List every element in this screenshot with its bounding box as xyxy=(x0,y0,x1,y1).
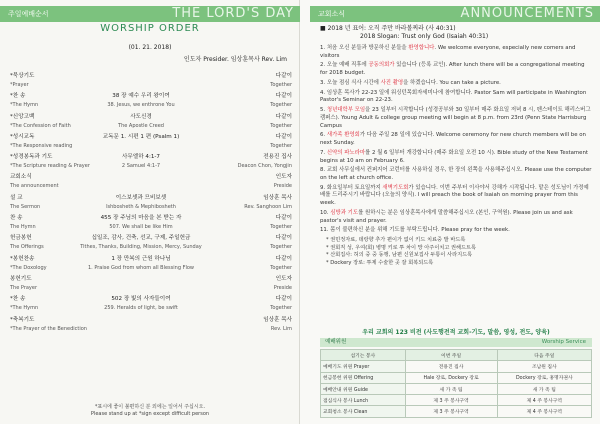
order-item-label-en: *The Prayer of the Benediction xyxy=(10,325,87,332)
order-item-label: *찬 송 xyxy=(10,296,26,303)
service-table-row xyxy=(321,372,592,383)
announcement-text: 있습니다 (등록 교인). After lunch there will be a congregational meeting for 2018 budget. xyxy=(320,62,585,77)
order-item-en xyxy=(10,243,292,252)
prayer-request: * 산회집사: 허의 중 중 동행, 남편 신원보집사 두통이 사라지드록 xyxy=(326,252,473,259)
order-item-content: 십일조, 감사, 건축, 선교, 구제, 주일헌금 xyxy=(91,235,191,242)
announcement-text: 를 원하시는 분은 임상훈목사에게 말씀해주십시오 (본인, 구역원). Please join us and ask pastor's visit and prayer. xyxy=(320,209,573,224)
order-item xyxy=(10,92,292,112)
order-item-label: 헌금봉헌 xyxy=(10,235,32,242)
announcement-number: 11. xyxy=(320,227,331,234)
order-item xyxy=(10,255,292,275)
order-item-content-en: The Apostle Creed xyxy=(118,122,164,129)
order-item-ko xyxy=(10,133,292,142)
order-item-leader-en: Rev. Sanghoon Lim xyxy=(244,203,292,210)
order-item-leader: 다같이 xyxy=(275,113,292,120)
order-item xyxy=(10,113,292,133)
left-banner xyxy=(0,6,300,22)
order-item-label-en: *The Responsive reading xyxy=(10,142,73,149)
order-item-ko xyxy=(10,316,292,325)
announcement-text: 를 2 월 6 일부터 개강합니다 (매주 화요일 오전 10 시). Bible study of the New Testament begins at 10 am on February 6. xyxy=(320,149,589,164)
order-item-label: 설 교 xyxy=(10,194,23,201)
order-item-leader: 다같이 xyxy=(275,133,292,140)
order-item-label: *성시교독 xyxy=(10,133,35,140)
service-table-row xyxy=(321,406,592,417)
order-item-leader: 다같이 xyxy=(275,215,292,222)
order-item-leader-en: Preside xyxy=(273,183,292,190)
announcement-item xyxy=(320,45,592,60)
announcement-highlight: 신약의 파노라마 xyxy=(326,149,366,156)
announcement-number: 4. xyxy=(320,89,327,96)
order-item-leader: 임상훈 목사 xyxy=(263,316,292,323)
order-item-label-en: *The Scripture reading & Prayer xyxy=(10,163,90,170)
order-item-ko xyxy=(10,295,292,304)
order-item-label-en: *The Hymn xyxy=(10,102,39,109)
service-table-header xyxy=(321,350,592,361)
announcement-item xyxy=(320,167,592,182)
right-banner-title: ANNOUNCEMENTS xyxy=(460,6,594,21)
order-item-leader-en: Preside xyxy=(273,284,292,291)
right-banner-label: 교회소식 xyxy=(318,10,346,18)
order-item xyxy=(10,234,292,254)
order-item xyxy=(10,173,292,193)
announcement-text: 교회 사무실에서 컨퍼지어 코런터를 사용하실 경우, 한 장의 왼쪽을 사용해주십시오. Please use the computer on the left at church office. xyxy=(320,167,592,181)
announcement-item xyxy=(320,132,592,147)
announcement-number: 2. xyxy=(320,62,327,69)
order-item-label-en: The Hymn xyxy=(10,224,36,231)
announcement-text: 화요일부터 토요일까지 xyxy=(326,184,383,191)
order-item-content-en: 507. We shall be like Him xyxy=(109,224,173,231)
announcement-text: 을 23 일부터 시작합니다 (성경공부와 30 일부터 매주 화요일 저녁 8 시, 펜스테이트 해리스버그 캠퍼스). Young Adult & college group meeting will begin at 8 p.m. from 23rd (Penn State Harrisburg Campus xyxy=(320,107,591,129)
order-item-leader-en: Together xyxy=(270,305,292,312)
order-item xyxy=(10,194,292,214)
order-item-label: *묵상기도 xyxy=(10,73,35,79)
order-item-leader-en: Together xyxy=(270,82,292,88)
order-item-en xyxy=(10,122,292,131)
service-title-en: Worship Service xyxy=(541,339,586,345)
next-week-cell: 새 가 족 팀 xyxy=(497,383,591,394)
announcement-highlight: 심방과 기도 xyxy=(330,209,359,216)
announcement-text: 임상훈 목사가 22-23 일에 워싱턴목회자세미나에 참여합니다. Pastor Sam will participate in Washington Pastor's Seminar on 22-23. xyxy=(320,89,587,104)
announcement-text: 가 있습니다. 이번 주부터 이사야서 강해가 시작됩니다. 맡은 성도님이 가정예배를 드리주시기 바랍니다 (오늘의 양식). I will preach the book of Isaiah on morning prayer from this week. xyxy=(320,184,589,207)
announcement-number: 3. xyxy=(320,79,327,86)
worship-order-title: WORSHIP ORDER xyxy=(100,23,200,34)
service-role: 예배안내 위원 Guide xyxy=(321,383,406,394)
order-item-label-en: *Prayer xyxy=(10,82,29,88)
order-item-content: 502 장 빛의 사자들이여 xyxy=(111,296,171,303)
order-item-leader-en: Together xyxy=(270,122,292,129)
slogan-ko: ■ 2018 년 표어: 오직 주만 바라볼찌라 (사 40:31) xyxy=(320,25,456,32)
order-item-leader: 인도자 xyxy=(275,174,292,181)
vision-statement: 우리 교회의 123 비전 (사도행전적 교회-기도, 말씀, 영성, 전도, 양육) xyxy=(362,329,550,336)
announcement-item xyxy=(320,90,592,105)
order-item-ko xyxy=(10,113,292,122)
order-item-label: *봉헌찬송 xyxy=(10,255,35,262)
announcement-highlight: 사진 촬영 xyxy=(380,79,404,86)
announcement-number: 6. xyxy=(320,132,327,139)
announcement-text: . We welcome everyone, especially new comers and visitors xyxy=(320,45,576,59)
announcement-highlight: 공동의회가 xyxy=(368,62,395,69)
order-item-en xyxy=(10,101,292,110)
order-item-content-en: Ishbosheth & Mephibosheth xyxy=(106,203,176,210)
service-committee-bar xyxy=(320,338,592,347)
this-week-cell: 제 3 주 봉사구역 xyxy=(405,406,497,417)
announcement-item xyxy=(320,80,592,88)
footnote-ko: *표시에 좋이 불편하신 분 외에는 일어서 주십시오. xyxy=(94,404,206,410)
this-week-cell: 새 가 족 팀 xyxy=(405,383,497,394)
order-item-content: 이스보셋과 므비보셋 xyxy=(115,194,167,201)
this-week-cell: Hale 장로, Dockery 장로 xyxy=(405,372,497,383)
order-item-leader-en: Together xyxy=(270,264,292,271)
announcement-text: 오늘 예배 직후에 xyxy=(326,62,369,69)
footnote xyxy=(0,404,300,418)
order-item xyxy=(10,153,292,173)
order-item-label: 교회소식 xyxy=(10,174,32,181)
order-item-content: 1 장 만복의 근원 하나님 xyxy=(111,255,171,262)
announcement-text: 오늘 점심 식사 시간에 xyxy=(326,79,381,86)
presider: 인도자 Presider. 임상훈목사 Rev. Lim xyxy=(183,56,287,63)
slogan-en: 2018 Slogan: Trust only God (Isaiah 40:31) xyxy=(360,33,489,40)
announcement-number: 5. xyxy=(320,107,327,114)
service-role: 예배기도 위원 Prayer xyxy=(321,361,406,372)
order-item-label-en: The Sermon xyxy=(10,203,41,210)
header-cell: 다음 주일 xyxy=(497,350,591,361)
order-item xyxy=(10,133,292,153)
announcement-item xyxy=(320,107,592,130)
announcement-number: 1. xyxy=(320,45,327,51)
order-item-content: 교독문 1. 시편 1 편 (Psalm 1) xyxy=(102,133,180,140)
order-item-content-en: 38. Jesus, we enthrone You xyxy=(107,102,175,109)
announcement-text: 처음 오신 분들과 방문하신 분들을 xyxy=(326,45,409,51)
service-table xyxy=(320,349,592,418)
announcement-highlight: 청년대학부 모임 xyxy=(326,107,366,114)
order-item-ko xyxy=(10,214,292,223)
left-banner-title: THE LORD'S DAY xyxy=(172,6,294,21)
order-item-ko xyxy=(10,194,292,203)
announcement-item xyxy=(320,185,592,208)
order-item xyxy=(10,316,292,336)
order-item-leader: 다같이 xyxy=(275,73,292,79)
announcement-highlight: 새가족 환영회 xyxy=(326,132,360,139)
announcements-page xyxy=(300,0,600,424)
order-item-label: *신앙고백 xyxy=(10,113,35,120)
order-item-ko xyxy=(10,153,292,162)
this-week-cell: 제 3 주 봉사구역 xyxy=(405,395,497,406)
service-role: 점심식사 봉사 Lunch xyxy=(321,395,406,406)
order-item xyxy=(10,72,292,92)
order-item-label-en: *The Hymn xyxy=(10,305,39,312)
order-item-leader: 다같이 xyxy=(275,93,292,100)
order-item-content-en: 2 Samuel 4:1-7 xyxy=(121,163,161,170)
order-item-leader-en: Together xyxy=(270,224,292,231)
order-item-en xyxy=(10,304,292,313)
order-item-label-en: The Offerings xyxy=(10,244,44,251)
header-cell: 이번 주일 xyxy=(405,350,497,361)
order-item xyxy=(10,214,292,234)
announcement-item xyxy=(320,150,592,165)
order-item-content: 사무엘하 4:1-7 xyxy=(122,154,160,161)
this-week-cell: 전용진 집사 xyxy=(405,361,497,372)
announcement-item xyxy=(320,62,592,77)
order-item-content-en: 1. Praise God from whom all Blessing Flow xyxy=(87,264,195,271)
prayer-request: * 권민정자료, 데랑향 추가 편이가 없이 키드 치료중 발 바드록 xyxy=(326,237,466,244)
order-item-en xyxy=(10,203,292,212)
order-item-content-en: Tithes, Thanks, Building, Mission, Mercy, Sunday xyxy=(80,244,202,251)
announcement-highlight: 새벽기도회 xyxy=(382,184,409,191)
service-table-row xyxy=(321,383,592,394)
announcement-highlight: 환영합니다 xyxy=(408,45,435,51)
order-item-label-en: The Prayer xyxy=(10,284,38,291)
order-item-en xyxy=(10,223,292,232)
footnote-en: Please stand up at *sign except difficult person xyxy=(90,411,210,417)
service-table-row xyxy=(321,361,592,372)
service-date: (01. 21. 2018) xyxy=(128,44,172,51)
order-item-leader-en: Together xyxy=(270,244,292,251)
order-item-en xyxy=(10,162,292,171)
order-item-leader: 임상훈 목사 xyxy=(263,194,292,201)
slogan xyxy=(320,25,488,41)
announcement-text: 가 다음 주일 28 일에 있습니다. Welcome ceremony for new church members will be on next Sunday. xyxy=(320,132,586,147)
service-title: 예배위원 xyxy=(325,339,347,345)
right-banner xyxy=(310,6,600,22)
order-item-content: 38 장 예수 우리 왕이여 xyxy=(112,93,170,100)
announcement-number: 10. xyxy=(320,209,331,216)
order-item-label: 봉헌기도 xyxy=(10,275,32,282)
order-item-ko xyxy=(10,234,292,243)
announcement-text: 을 하겠습니다. You can take a picture. xyxy=(403,79,501,86)
order-item-label: 찬 송 xyxy=(10,215,23,222)
order-item-leader-en: Rev. Lim xyxy=(270,325,292,332)
order-item-ko xyxy=(10,92,292,101)
announcement-number: 8. xyxy=(320,167,327,174)
order-item-en xyxy=(10,81,292,90)
order-item-en xyxy=(10,284,292,293)
order-item-ko xyxy=(10,275,292,284)
header-cell: 섬기는 봉사 xyxy=(321,350,406,361)
order-item-en xyxy=(10,264,292,273)
order-item-label-en: The announcement xyxy=(10,183,59,190)
left-banner-label: 주일예배순서 xyxy=(8,10,49,18)
order-item-label-en: *The Doxology xyxy=(10,264,47,271)
order-item-en xyxy=(10,142,292,151)
service-role: 교회청소 봉사 Clean xyxy=(321,406,406,417)
next-week-cell: 조남원 집사 xyxy=(497,361,591,372)
order-item-ko xyxy=(10,255,292,264)
order-item-content-en: 259. Heralds of light, be swift xyxy=(104,305,178,312)
order-item-label-en: *The Confession of Faith xyxy=(10,122,71,129)
order-list xyxy=(10,72,292,336)
next-week-cell: Dockery 장로, 홍명자권사 xyxy=(497,372,591,383)
service-table-row xyxy=(321,395,592,406)
order-item-ko xyxy=(10,173,292,182)
service-role: 헌금봉헌 위원 Offering xyxy=(321,372,406,383)
order-item-content: 사도신경 xyxy=(130,113,152,120)
order-item-label: *성경봉독과 기도 xyxy=(10,154,53,161)
order-item-leader: 다같이 xyxy=(275,255,292,262)
order-item xyxy=(10,275,292,295)
order-item-leader-en: Together xyxy=(270,142,292,149)
order-item-leader: 인도자 xyxy=(275,275,292,282)
order-item-label: *축복기도 xyxy=(10,316,35,323)
order-item xyxy=(10,295,292,315)
announcement-item xyxy=(320,227,592,235)
announcement-number: 7. xyxy=(320,149,327,156)
next-week-cell: 제 4 주 봉사구역 xyxy=(497,395,591,406)
announcement-item xyxy=(320,210,592,225)
prayer-request: * Dockery 장로: 투제 수술한 곳 잘 회복되드록 xyxy=(326,259,434,266)
order-item-leader: 다같이 xyxy=(275,235,292,242)
announcement-number: 9. xyxy=(320,184,327,191)
order-item-content: 455 장 주님의 마음을 본 받는 자 xyxy=(100,215,182,222)
announcement-list xyxy=(320,45,592,267)
prayer-request: * 권회직 성, 우여(회) 병명 키로 투 차이 망 아주이치고 권해드트록 xyxy=(326,244,477,251)
order-item-en xyxy=(10,182,292,191)
order-item-label: *찬 송 xyxy=(10,93,26,100)
next-week-cell: 제 4 주 봉사구역 xyxy=(497,406,591,417)
order-item-leader: 다같이 xyxy=(275,296,292,303)
order-item-ko xyxy=(10,72,292,81)
order-item-leader-en: Deacon Chon, Yongjin xyxy=(237,163,292,170)
order-item-leader: 전용진 집사 xyxy=(263,154,292,161)
order-item-en xyxy=(10,325,292,334)
order-item-leader-en: Together xyxy=(270,102,292,109)
announcement-text: 몸이 불편하신 분을 위해 기도를 부탁드립니다. Please pray for the week. xyxy=(330,227,510,234)
